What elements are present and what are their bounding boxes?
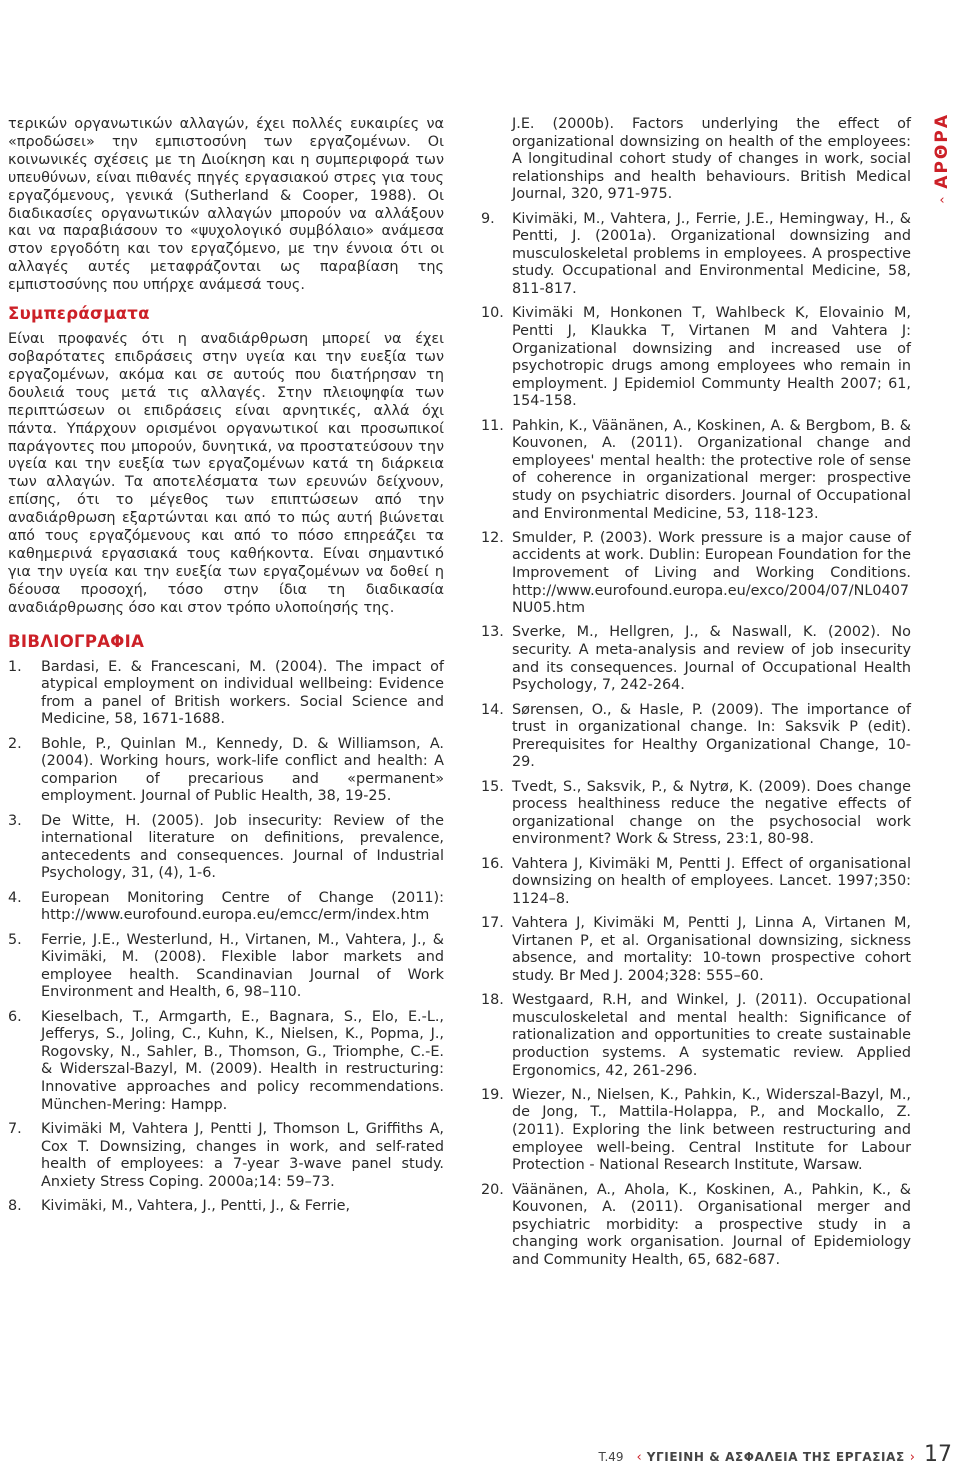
chevron-left-icon: ‹ [636, 1450, 642, 1465]
reference-number: 20. [481, 1181, 504, 1198]
reference-text: Westgaard, R.H, and Winkel, J. (2011). Occupational musculoskeletal and mental health: Significance of rationalization and opportunities to create sustainable production systems. A systematic review. Applied Ergonomics, 42, 261-296. [512, 992, 911, 1079]
reference-number: 4. [8, 889, 22, 906]
reference-text: De Witte, H. (2005). Job insecurity: Review of the international literature on definitions, prevalence, antecedents and consequences. Journal of Industrial Psychology, 31, (4), 1-6. [41, 812, 444, 882]
references-list-right [481, 116, 911, 1269]
section-tab [924, 113, 960, 208]
reference-number: 6. [8, 1008, 22, 1025]
reference-number: 9. [481, 210, 495, 227]
reference-text: Bardasi, E. & Francescani, M. (2004). The impact of atypical employment on individual wellbeing: Evidence from a panel of British workers. Social Science and Medicine, 58, 1671-1688. [41, 658, 444, 728]
reference-text: Kivimäki, M., Vahtera, J., Pentti, J., & Ferrie, [41, 1198, 351, 1214]
bibliography-heading: ΒΙΒΛΙΟΓΡΑΦΙΑ [8, 631, 145, 651]
reference-item [481, 915, 911, 985]
reference-number: 10. [481, 305, 504, 322]
reference-number: 16. [481, 855, 504, 872]
section-tab-label: ΑΡΘΡΑ [932, 113, 952, 189]
reference-text: Wiezer, N., Nielsen, K., Pahkin, K., Widerszal-Bazyl, M., de Jong, T., Mattila-Holappa, P., and Mockallo, Z. (2011). Exploring the link between restructuring and employee well-being. Central Institute for Labour Protection - National Research Institute, Warsaw. [512, 1086, 911, 1174]
reference-item [481, 624, 911, 694]
reference-text: Kivimäki M, Vahtera J, Pentti J, Thomson L, Griffiths A, Cox T. Downsizing, changes in work, and self-rated health of employees: a 7-year 3-wave panel study. Anxiety Stress Coping. 2000a;14: 59–73. [41, 1120, 444, 1190]
reference-number: 11. [481, 417, 504, 434]
reference-item [481, 530, 911, 618]
reference-item [481, 1182, 911, 1270]
reference-text: Smulder, P. (2003). Work pressure is a major cause of accidents at work. Dublin: European Foundation for the Improvement of Living and Working Conditions. http://www.eurofound.europa.eu/exco/2004/07/NL0407NU05.htm [512, 529, 911, 617]
reference-item [8, 736, 444, 806]
reference-text: Väänänen, A., Ahola, K., Koskinen, A., Pahkin, K., & Kouvonen, A. (2011). Organisational merger and psychiatric morbidity: a prospective study in a changing work organisation. Journal of Epidemiology and Community Health, 65, 682-687. [512, 1181, 911, 1268]
reference-number: 1. [8, 658, 22, 675]
reference-item [481, 418, 911, 524]
reference-item [481, 856, 911, 909]
chevron-right-icon: › [909, 1450, 915, 1465]
reference-item [481, 1087, 911, 1175]
reference-text: J.E. (2000b). Factors underlying the effect of organizational downsizing on health of the employees: A longitudinal cohort study of changes in work, social relationships and health behaviours. British Medical Journal, 320, 971-975. [512, 116, 911, 203]
reference-text: Vahtera J, Kivimäki M, Pentti J. Effect of organisational downsizing on health of employees. Lancet. 1997;350: 1124–8. [512, 855, 911, 907]
reference-number: 12. [481, 529, 504, 546]
reference-text: Sverke, M., Hellgren, J., & Naswall, K. (2002). No security. A meta-analysis and review of job insecurity and its consequences. Journal of Occupational Health Psychology, 7, 242-264. [512, 624, 911, 694]
reference-item [8, 1198, 444, 1216]
page-footer [599, 1442, 952, 1466]
reference-item [481, 305, 911, 411]
reference-item [481, 702, 911, 772]
reference-text: Kivimäki M, Honkonen T, Wahlbeck K, Elovainio M, Pentti J, Klaukka T, Virtanen M and Vahtera J: Organizational downsizing and increased use of psychotropic drugs among employees who remain in employment. J Epidemiol Communty Health 2007; 61, 154-158. [512, 305, 911, 410]
chevron-left-icon: ‹ [939, 192, 945, 208]
reference-item [8, 659, 444, 729]
reference-text: Pahkin, K., Väänänen, A., Koskinen, A. & Bergbom, B. & Kouvonen, A. (2011). Organizational change and employees' mental health: the protective role of sense of coherence in organizational merger: prospective study on psychiatric disorders. Journal of Occupational and Environmental Medicine, 53, 118-123. [512, 417, 911, 522]
references-list-left [8, 659, 444, 1216]
reference-number: 5. [8, 931, 22, 948]
reference-text: Bohle, P., Quinlan M., Kennedy, D. & Williamson, A. (2004). Working hours, work-life conflict and health: A comparion of precarious and «permanent» employment. Journal of Public Health, 38, 19-25. [41, 735, 444, 805]
reference-number: 3. [8, 812, 22, 829]
reference-number: 8. [8, 1198, 22, 1214]
reference-number: 13. [481, 624, 504, 641]
reference-item [481, 116, 911, 204]
reference-text: Ferrie, J.E., Westerlund, H., Virtanen, M., Vahtera, J., & Kivimäki, M. (2008). Flexible labor markets and employee health. Scandinavian Journal of Work Environment and Health, 6, 98–110. [41, 931, 444, 1001]
reference-item [481, 992, 911, 1080]
conclusions-paragraph: Είναι προφανές ότι η αναδιάρθρωση μπορεί να έχει σοβαρότατες επιδράσεις στην υγεία και την ευεξία των εργαζομένων, ακόμα και σε αυτούς που διατήρησαν τη δουλειά τους μετά τις αλλαγές. Στην πλειοψηφία των περιπτώσεων οι επιδράσεις είναι αρνητικές, αλλά όχι πάντα. Υπάρχουν ορισμένοι οργανωτικοί και προσωπικοί παράγοντες που μπορούν, δυνητικά, να προστατεύσουν την υγεία και την ευεξία των εργαζομένων κατά τη διάρκεια των αλλαγών. Τα αποτελέσματα των ερευνών δείχνουν, επίσης, ότι το μέγεθος των επιπτώσεων από την αναδιάρθρωση εξαρτώνται και από το πώς αυτή βιώνεται από τους εργαζόμενους και από το πόσο επηρεάζει τα καθημερινά εργασιακά τους καθήκοντα. Είναι σημαντικό για την υγεία και την ευεξία των εργαζομένων να δοθεί η δέουσα προσοχή, τόσο στην ίδια τη διαδικασία αναδιάρθρωσης όσο και στον τρόπο υλοποίησής της. [8, 331, 444, 616]
reference-item [481, 211, 911, 299]
left-column [8, 116, 444, 1222]
reference-item [8, 1121, 444, 1191]
reference-text: Kieselbach, T., Armgarth, E., Bagnara, S., Elo, E.-L., Jefferys, S., Joling, C., Kuhn, K., Nielsen, K., Popma, J., Rogovsky, N., Sahler, B., Thomson, G., Triomphe, C.-E. & Widerszal-Bazyl, M. (2009). Health in restructuring: Innovative approaches and policy recommendations. München-Mering: Hampp. [41, 1008, 444, 1113]
intro-paragraph: τερικών οργανωτικών αλλαγών, έχει πολλές ευκαιρίες να «προδώσει» την εμπιστοσύνη των εργαζομένων. Οι κοινωνικές σχέσεις με τη Διοίκηση και η συμπεριφορά των υπευθύνων, είναι πιθανές πηγές εργασιακού στρες για τους εργαζόμενους, γενικά (Sutherland & Cooper, 1988). Οι διαδικασίες οργανωτικών αλλαγών μπορούν να αλλάξουν και να παραβιάσουν το «ψυχολογικό συμβόλαιο» ανάμεσα στον εργοδότη και τον εργαζόμενο, με την έννοια ότι οι αλλαγές αυτές μεταφράζονται ως παραβίαση της εμπιστοσύνης που υπήρχε ανάμεσά τους. [8, 116, 444, 294]
reference-text: Kivimäki, M., Vahtera, J., Ferrie, J.E., Hemingway, H., & Pentti, J. (2001a). Organizational downsizing and musculoskeletal problems in employees. A prospective study. Occupational and Environmental Medicine, 58, 811-817. [512, 210, 911, 298]
reference-number: 7. [8, 1120, 22, 1137]
journal-title: ΥΓΙΕΙΝΗ & ΑΣΦΑΛΕΙΑ ΤΗΣ ΕΡΓΑΣΙΑΣ [646, 1450, 905, 1464]
reference-text: Vahtera J, Kivimäki M, Pentti J, Linna A, Virtanen M, Virtanen P, et al. Organisational downsizing, sickness absence, and mortality: 10-town prospective cohort study. Br Med J. 2004;328: 555–60. [512, 915, 911, 984]
reference-text: Tvedt, S., Saksvik, P., & Nytrø, K. (2009). Does change process healthiness reduce the negative effects of organizational change on the psychosocial work environment? Work & Stress, 23:1, 80-98. [512, 778, 911, 848]
reference-item [481, 779, 911, 849]
reference-text: European Monitoring Centre of Change (2011): http://www.eurofound.europa.eu/emcc/erm/index.htm [41, 889, 444, 924]
reference-number: 15. [481, 778, 504, 795]
reference-number: 2. [8, 735, 22, 752]
reference-item [8, 932, 444, 1002]
reference-number: 17. [481, 915, 504, 932]
reference-item [8, 1009, 444, 1115]
right-column [481, 116, 911, 1276]
reference-number: 19. [481, 1086, 504, 1103]
reference-number: 18. [481, 992, 504, 1009]
reference-text: Sørensen, O., & Hasle, P. (2009). The importance of trust in organizational change. In: Saksvik P (edit). Prerequisites for Healthy Organizational Change, 10-29. [512, 701, 911, 771]
reference-item [8, 890, 444, 925]
reference-number: 14. [481, 701, 504, 718]
reference-item [8, 813, 444, 883]
page-number: 17 [924, 1442, 952, 1467]
conclusions-heading: Συμπεράσματα [8, 304, 150, 324]
issue-number: T.49 [598, 1450, 624, 1464]
